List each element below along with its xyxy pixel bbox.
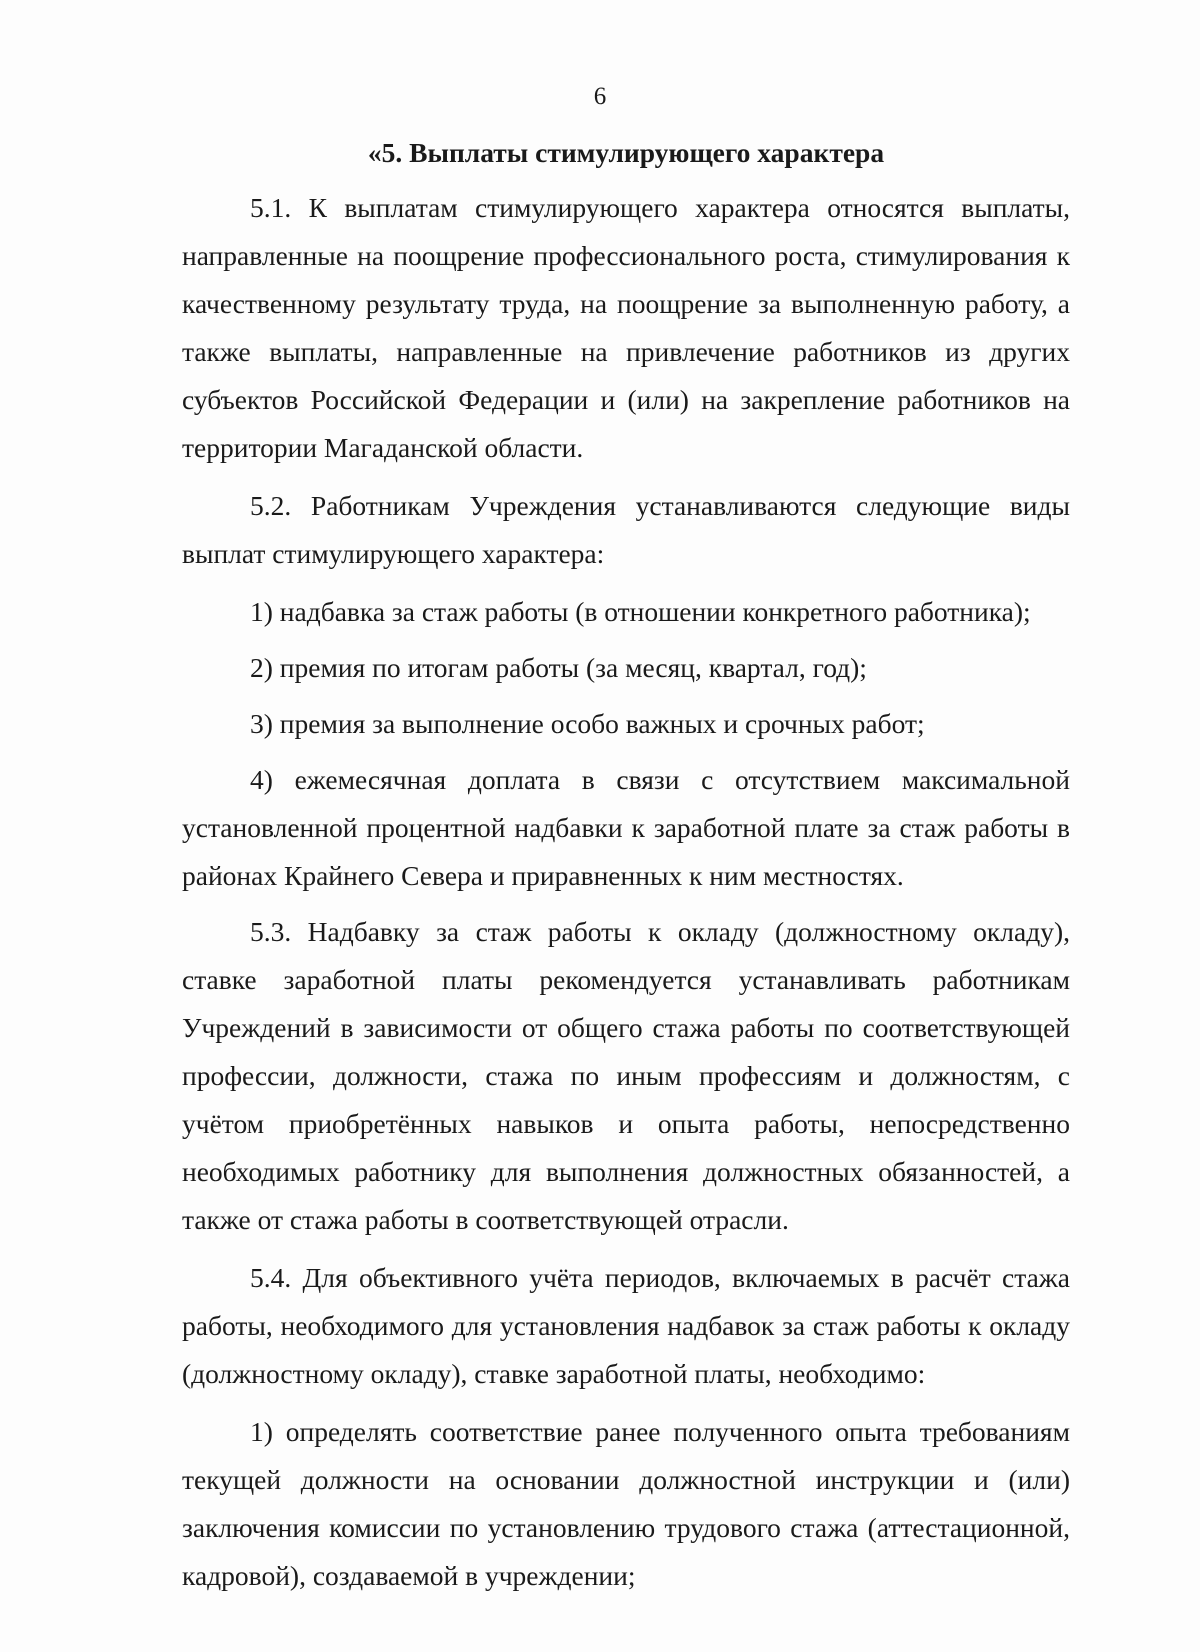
document-body [182, 132, 1070, 1608]
section-title: «5. Выплаты стимулирующего характера [367, 137, 885, 168]
paragraph-5-2: 5.2. Работникам Учреждения устанавливаются следующие виды выплат стимулирующего характера: [182, 490, 1070, 569]
page-number: 6 [593, 83, 607, 110]
list-item-3: 3) премия за выполнение особо важных и срочных работ; [250, 708, 925, 739]
list-item-1: 1) надбавка за стаж работы (в отношении конкретного работника); [250, 596, 1031, 627]
paragraph-5-1: 5.1. К выплатам стимулирующего характера относятся выплаты, направленные на поощрение профессионального роста, стимулирования к качественному результату труда, на поощрение за выполненную работу, а также выплаты, направленные на привлечение работников из других субъектов Российской Федерации и (или) на закрепление работников на территории Магаданской области. [182, 192, 1070, 463]
list-item-5-4-1: 1) определять соответствие ранее полученного опыта требованиям текущей должности на основании должностной инструкции и (или) заключения комиссии по установлению трудового стажа (аттестационной, кадровой), создаваемой в учреждении; [182, 1416, 1070, 1591]
list-item-4: 4) ежемесячная доплата в связи с отсутствием максимальной установленной процентной надбавки к заработной плате за стаж работы в районах Крайнего Севера и приравненных к ним местностях. [182, 764, 1070, 891]
paragraph-5-3: 5.3. Надбавку за стаж работы к окладу (должностному окладу), ставке заработной платы рекомендуется устанавливать работникам Учреждений в зависимости от общего стажа работы по соответствующей профессии, должности, стажа по иным профессиям и должностям, с учётом приобретённых навыков и опыта работы, непосредственно необходимых работнику для выполнения должностных обязанностей, а также от стажа работы в соответствующей отрасли. [182, 916, 1070, 1235]
list-item-2: 2) премия по итогам работы (за месяц, квартал, год); [250, 652, 867, 683]
paragraph-5-4: 5.4. Для объективного учёта периодов, включаемых в расчёт стажа работы, необходимого для установления надбавок за стаж работы к окладу (должностному окладу), ставке заработной платы, необходимо: [182, 1262, 1070, 1389]
